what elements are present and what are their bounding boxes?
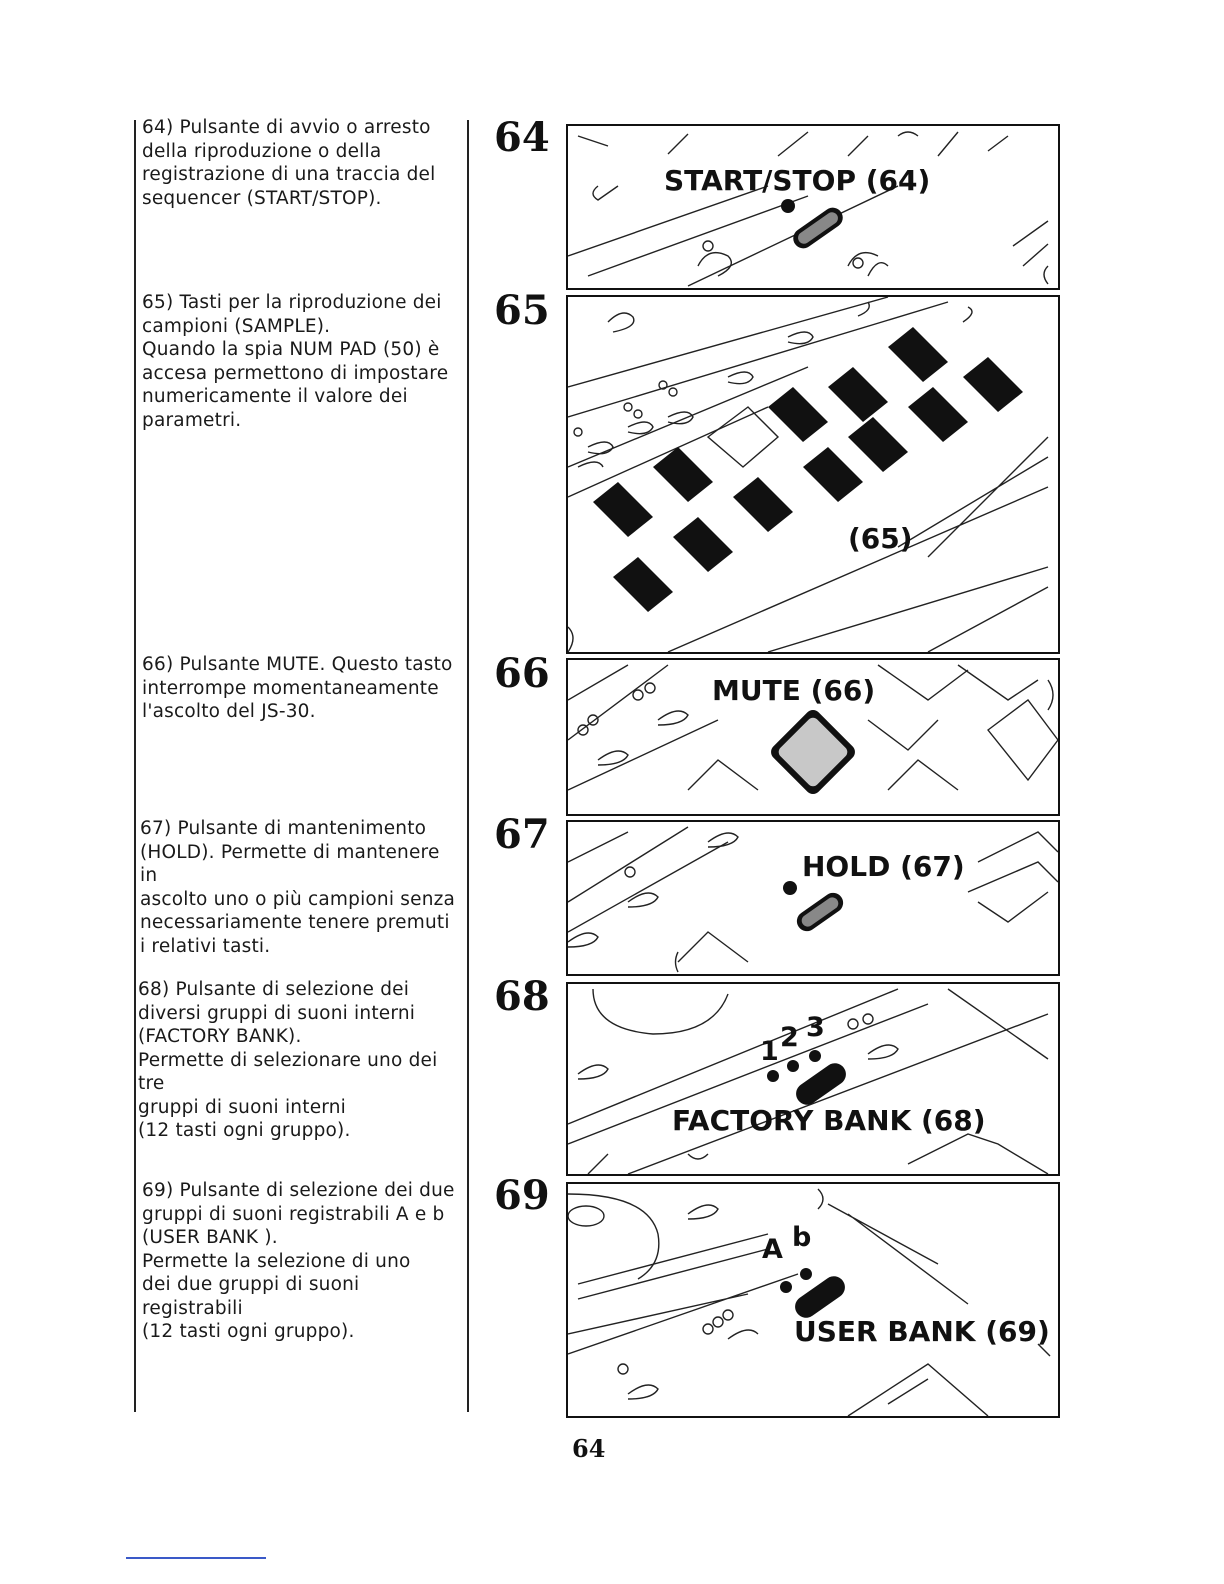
illustration-69 bbox=[566, 1182, 1060, 1418]
illustration-67 bbox=[566, 820, 1060, 976]
item-number-68: 68 bbox=[494, 973, 550, 1020]
panel-64-sketch bbox=[568, 126, 1058, 288]
footer-line bbox=[126, 1557, 266, 1559]
user-bank-label: USER BANK (69) bbox=[794, 1315, 1050, 1348]
mute-label: MUTE (66) bbox=[712, 674, 876, 707]
panel-67-sketch bbox=[568, 822, 1058, 974]
factory-bank-led-1: 1 bbox=[760, 1036, 779, 1067]
item-number-69: 69 bbox=[494, 1172, 550, 1219]
item-number-64: 64 bbox=[494, 114, 550, 161]
user-bank-led-a: A bbox=[762, 1234, 783, 1265]
illustration-65 bbox=[566, 295, 1060, 654]
desc-69: 69) Pulsante di selezione dei due gruppi di suoni registrabili A e b (USER BANK ). Permette la selezione di uno dei due gruppi di suoni registrabili (12 tasti ogni gruppo). bbox=[142, 1180, 455, 1342]
item-number-66: 66 bbox=[494, 650, 550, 697]
left-column-rule bbox=[134, 120, 136, 1412]
desc-66: 66) Pulsante MUTE. Questo tasto interrompe momentaneamente l'ascolto del JS-30. bbox=[142, 654, 453, 722]
desc-65: 65) Tasti per la riproduzione dei campioni (SAMPLE). Quando la spia NUM PAD (50) è accesa permettono di impostare numericamente il valore dei parametri. bbox=[142, 292, 449, 431]
panel-65-sketch bbox=[568, 297, 1058, 652]
page-number: 64 bbox=[572, 1434, 606, 1463]
item-number-65: 65 bbox=[494, 287, 550, 334]
desc-68: 68) Pulsante di selezione dei diversi gruppi di suoni interni (FACTORY BANK). Permette di selezionare uno dei tre gruppi di suoni interni (12 tasti ogni gruppo). bbox=[138, 979, 438, 1141]
hold-label: HOLD (67) bbox=[802, 850, 965, 883]
start-stop-label: START/STOP (64) bbox=[664, 164, 931, 197]
desc-64: 64) Pulsante di avvio o arresto della riproduzione o della registrazione di una traccia del sequencer (START/STOP). bbox=[142, 117, 436, 209]
illustration-68 bbox=[566, 982, 1060, 1176]
desc-67: 67) Pulsante di mantenimento (HOLD). Permette di mantenere in ascolto uno o più campioni senza necessariamente tenere premuti i relativi tasti. bbox=[140, 818, 456, 957]
factory-bank-label: FACTORY BANK (68) bbox=[672, 1104, 986, 1137]
illustration-66 bbox=[566, 658, 1060, 816]
factory-bank-led-3: 3 bbox=[806, 1012, 825, 1043]
factory-bank-led-2: 2 bbox=[780, 1022, 799, 1053]
panel-69-sketch bbox=[568, 1184, 1058, 1416]
item-number-67: 67 bbox=[494, 811, 550, 858]
user-bank-led-b: b bbox=[792, 1222, 812, 1253]
middle-column-rule bbox=[467, 120, 469, 1412]
sample-pads-label: (65) bbox=[848, 522, 913, 555]
illustration-64 bbox=[566, 124, 1060, 290]
